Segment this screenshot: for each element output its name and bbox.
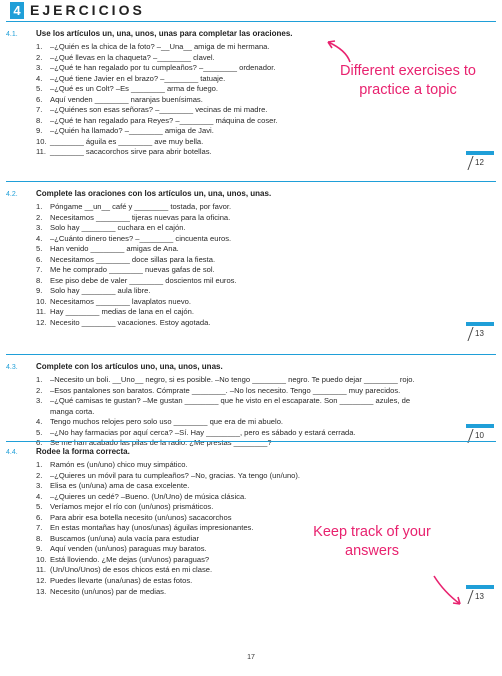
exercise-item: 2. –¿Qué llevas en la chaqueta? –________ clavel.	[36, 52, 215, 62]
exercise-item: 6. Se me han acabado las pilas de la radio. ¿Me prestas ________?	[36, 438, 272, 448]
exercise-number: 4.2.	[6, 191, 18, 198]
score-total: 10	[475, 431, 484, 440]
exercise-item: 7. –¿Quiénes son esas señoras? –________ vecinas de mi madre.	[36, 105, 268, 115]
score-bar	[466, 322, 494, 326]
page-number: 17	[247, 654, 255, 661]
score-total: 12	[475, 158, 484, 167]
exercise-item: 5. Veríamos mejor el río con (un/unos) prismáticos.	[36, 502, 214, 512]
exercise-item: 8. Buscamos (un/una) aula vacía para estudiar	[36, 533, 200, 543]
exercise-item: 5. Han venido ________ amigas de Ana.	[36, 244, 179, 254]
exercise-item: 3. –¿Qué camisas te gustan? –Me gustan ________ que he visto en el escaparate. Son ________ azules, de	[36, 396, 411, 406]
exercise-item: 8. Ese piso debe de valer ________ doscientos mil euros.	[36, 275, 237, 285]
exercise-item: 6. Necesitamos ________ doce sillas para la fiesta.	[36, 254, 216, 264]
exercise-item: 12. Puedes llevarte (una/unas) de estas fotos.	[36, 576, 193, 586]
chapter-header	[0, 0, 502, 22]
exercise-item: 8. –¿Qué te han regalado para Reyes? –________ máquina de coser.	[36, 115, 278, 125]
exercise-item: 4. –¿Qué tiene Javier en el brazo? –________ tatuaje.	[36, 73, 226, 83]
score-bar	[466, 424, 494, 428]
exercise-item: 5. –¿Qué es un Colt? –Es ________ arma de fuego.	[36, 84, 219, 94]
score-box[interactable]	[466, 585, 494, 605]
exercise-item: 1. Póngame __un__ café y ________ tostada, por favor.	[36, 202, 232, 211]
score-bar	[466, 151, 494, 155]
callout-arrow-icon	[316, 36, 356, 66]
exercise-item: 5. –¿No hay farmacias por aquí cerca? –Sí. Hay ________, pero es sábado y estará cerrada.	[36, 427, 356, 437]
section-divider	[6, 441, 496, 442]
exercise-item: 1. –Necesito un boli. __Uno__ negro, si es posible. –No tengo ________ negro. Te puedo dejar ________ rojo.	[36, 375, 415, 384]
exercise-item: 12. Necesito ________ vacaciones. Estoy agotada.	[36, 318, 211, 328]
exercise-item: 2. –¿Quieres un móvil para tu cumpleaños? –No, gracias. Ya tengo (un/uno).	[36, 470, 301, 480]
exercise-item: 1. Ramón es (un/uno) chico muy simpático.	[36, 460, 188, 469]
exercise-number: 4.3.	[6, 364, 18, 371]
exercise-item: 10. Está lloviendo. ¿Me dejas (un/unos) paraguas?	[36, 554, 210, 564]
score-slash	[467, 327, 473, 341]
exercise-items	[36, 375, 415, 449]
exercise-item: 2. –Esos pantalones son baratos. Cómprate ________. –No los necesito. Tengo ________ muy parecidos.	[36, 385, 401, 395]
exercise-item: 13. Necesito (un/unos) par de medias.	[36, 586, 167, 596]
score-box[interactable]	[466, 322, 494, 342]
exercise-item: 3. –¿Qué te han regalado por tu cumpleaños? –________ ordenador.	[36, 63, 276, 73]
exercise-instruction: Complete con los artículos uno, una, unos, unas.	[36, 362, 223, 371]
exercise-item: 10. Necesitamos ________ lavaplatos nuevo.	[36, 296, 191, 306]
exercise-item: 7. Me he comprado ________ nuevas gafas de sol.	[36, 265, 215, 275]
score-total: 13	[475, 592, 484, 601]
callout-answers: Keep track of your answers	[313, 524, 431, 559]
score-box[interactable]	[466, 151, 494, 171]
exercise-item: 7. En estas montañas hay (unos/unas) águilas impresionantes.	[36, 523, 254, 533]
score-total: 13	[475, 329, 484, 338]
chapter-number-badge: 4	[10, 2, 24, 19]
exercise-item: 4. –¿Cuánto dinero tienes? –________ cincuenta euros.	[36, 233, 232, 243]
callout-exercises: Different exercises to practice a topic	[340, 63, 476, 98]
exercise-item: 9. Solo hay ________ aula libre.	[36, 286, 151, 296]
exercise-4-1	[0, 29, 502, 179]
exercise-4-3	[0, 362, 502, 448]
score-slash	[467, 156, 473, 170]
exercise-item: 4. –¿Quieres un cedé? –Bueno. (Un/Uno) de música clásica.	[36, 491, 247, 501]
exercise-item: 11. ________ sacacorchos sirve para abrir botellas.	[36, 147, 212, 157]
exercise-item: 11. (Un/Uno/Unos) de esos chicos está en mi clase.	[36, 565, 213, 575]
exercise-4-2	[0, 189, 502, 349]
exercise-instruction: Complete las oraciones con los artículos un, una, unos, unas.	[36, 189, 272, 198]
header-divider	[6, 21, 496, 22]
exercise-item: 6. Para abrir esa botella necesito (un/unos) sacacorchos	[36, 512, 232, 522]
exercise-items	[36, 202, 237, 329]
exercise-item: 4. Tengo muchos relojes pero solo uso ________ que era de mi abuelo.	[36, 417, 284, 427]
exercise-item-continuation: manga corta.	[50, 406, 95, 416]
exercise-number: 4.1.	[6, 31, 18, 38]
exercise-item: 1. –¿Quién es la chica de la foto? –__Una__ amiga de mi hermana.	[36, 42, 270, 51]
exercise-items	[36, 460, 300, 597]
exercise-item: 3. Elisa es (un/una) ama de casa excelente.	[36, 481, 190, 491]
exercise-item: 9. –¿Quién ha llamado? –________ amiga de Javi.	[36, 126, 214, 136]
section-divider	[6, 181, 496, 182]
exercise-item: 11. Hay ________ medias de lana en el cajón.	[36, 307, 194, 317]
chapter-title: EJERCICIOS	[30, 2, 145, 18]
callout-arrow-icon	[430, 572, 466, 608]
exercise-item: 9. Aquí venden (un/unos) paraguas muy baratos.	[36, 544, 207, 554]
exercise-instruction: Use los artículos un, una, unos, unas para completar las oraciones.	[36, 29, 293, 38]
exercise-items	[36, 42, 278, 158]
exercise-item: 6. Aquí venden ________ naranjas buenísimas.	[36, 94, 203, 104]
exercise-item: 3. Solo hay ________ cuchara en el cajón.	[36, 223, 186, 233]
section-divider	[6, 354, 496, 355]
score-slash	[467, 590, 473, 604]
exercise-number: 4.4.	[6, 449, 18, 456]
score-bar	[466, 585, 494, 589]
exercise-instruction: Rodee la forma correcta.	[36, 447, 130, 456]
exercise-item: 2. Necesitamos ________ tijeras nuevas para la oficina.	[36, 212, 231, 222]
exercise-item: 10. ________ águila es ________ ave muy bella.	[36, 136, 204, 146]
